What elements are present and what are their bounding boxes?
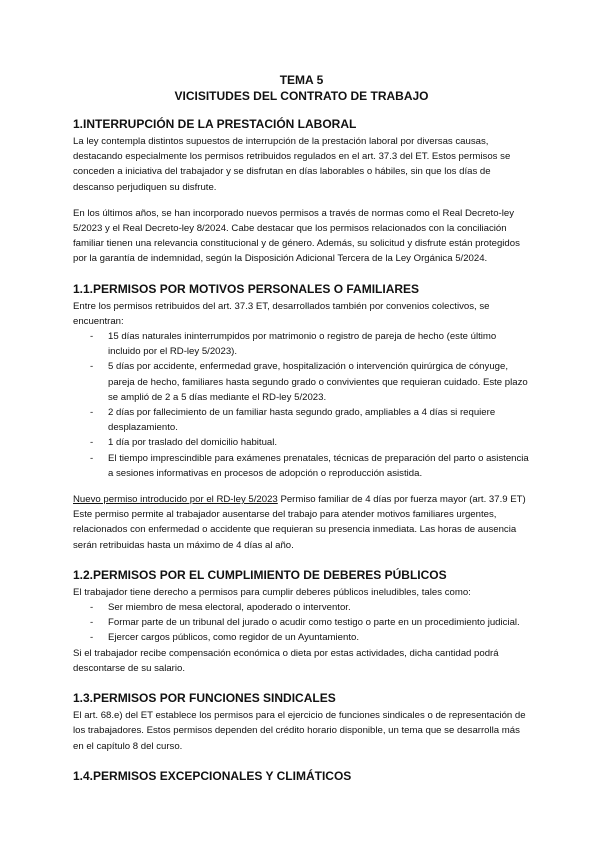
section-1-1-heading: 1.1.PERMISOS POR MOTIVOS PERSONALES O FAMILIARES [73, 281, 420, 296]
new-permission-body: Este permiso permite al trabajador ausentarse del trabajo para atender motivos familiares urgentes, relacionados con enfermedad o accidente que requieran su presencia inmediata. Las horas de ausencia serán retribuidas hasta un máximo de 4 días al año. [73, 509, 517, 551]
section-1-1-list [73, 329, 530, 481]
document-subtitle: VICISITUDES DEL CONTRATO DE TRABAJO [174, 89, 429, 103]
document-title: TEMA 5 [279, 73, 324, 87]
list-item: - Ser miembro de mesa electoral, apoderado o interventor. [73, 600, 530, 615]
bullet-dash: - [90, 617, 94, 629]
list-item: - 5 días por accidente, enfermedad grave, hospitalización o intervención quirúrgica de cónyuge, pareja de hecho, familiares hasta segundo grado o convivientes que requieran cuidado. Este plazo se amplió de 2 a 5 días mediante el RD-ley 5/2023. [90, 361, 528, 403]
section-1-1-intro: Entre los permisos retribuidos del art. 37.3 ET, desarrollados también por convenios colectivos, se encuentran: [73, 300, 490, 327]
section-1-paragraph-1: La ley contempla distintos supuestos de interrupción de la prestación laboral por diversas causas, destacando especialmente los permisos retribuidos regulados en el art. 37.3 del ET. Estos permisos se conceden a iniciativa del trabajador y se disfrutan en días laborables o hábiles, sin que los días de descanso perjudiquen su disfrute. [73, 136, 511, 193]
bullet-dash: - [90, 452, 94, 464]
section-1-2-heading: 1.2.PERMISOS POR EL CUMPLIMIENTO DE DEBERES PÚBLICOS [73, 567, 447, 582]
section-1-2-list [73, 600, 530, 646]
section-1-3-heading: 1.3.PERMISOS POR FUNCIONES SINDICALES [73, 691, 336, 706]
new-permission-title [73, 492, 530, 507]
bullet-dash: - [90, 407, 94, 419]
bullet-dash: - [90, 602, 94, 614]
section-1-3-body: El art. 68.e) del ET establece los permisos para el ejercicio de funciones sindicales o de representación de los trabajadores. Estos permisos dependen del crédito horario disponible, un tema que se desarrolla más en el capítulo 8 del curso. [73, 710, 526, 752]
section-1-paragraph-2: En los últimos años, se han incorporado nuevos permisos a través de normas como el Real Decreto-ley 5/2023 y el Real Decreto-ley 8/2024. Cabe destacar que los permisos relacionados con la conciliación familiar tienen una relevancia constitucional y de género. Además, su solicitud y disfrute están protegidos por la garantía de indemnidad, según la Disposición Adicional Tercera de la Ley Orgánica 5/2024. [73, 207, 520, 265]
section-1-4-heading: 1.4.PERMISOS EXCEPCIONALES Y CLIMÁTICOS [73, 768, 352, 783]
list-item: - El tiempo imprescindible para exámenes prenatales, técnicas de preparación del parto o asistencia a sesiones informativas en procesos de adopción o reproducción asistida. [90, 452, 529, 479]
new-permission-underlined: Nuevo permiso introducido por el RD-ley 5/2023 [73, 494, 278, 506]
bullet-dash: - [90, 437, 94, 449]
bullet-dash: - [90, 361, 94, 373]
section-1-2-intro: El trabajador tiene derecho a permisos para cumplir deberes públicos ineludibles, tales como: [73, 586, 471, 598]
list-item: - Formar parte de un tribunal del jurado o acudir como testigo o parte en un procedimiento judicial. [73, 615, 530, 630]
list-item: - 1 día por traslado del domicilio habitual. [73, 435, 530, 450]
section-1-heading: 1.INTERRUPCIÓN DE LA PRESTACIÓN LABORAL [73, 117, 357, 131]
bullet-dash: - [90, 331, 94, 343]
section-1-2-closing: Si el trabajador recibe compensación económica o dieta por estas actividades, dicha cantidad podrá descontarse de su salario. [73, 647, 499, 674]
list-item: - 2 días por fallecimiento de un familiar hasta segundo grado, ampliables a 4 días si requiere desplazamiento. [90, 407, 496, 434]
new-permission-rest: Permiso familiar de 4 días por fuerza mayor (art. 37.9 ET) [277, 494, 526, 506]
bullet-dash: - [90, 632, 94, 644]
list-item: - 15 días naturales ininterrumpidos por matrimonio o registro de pareja de hecho (este último incluido por el RD-ley 5/2023). [90, 331, 497, 358]
list-item: - Ejercer cargos públicos, como regidor de un Ayuntamiento. [73, 630, 530, 645]
